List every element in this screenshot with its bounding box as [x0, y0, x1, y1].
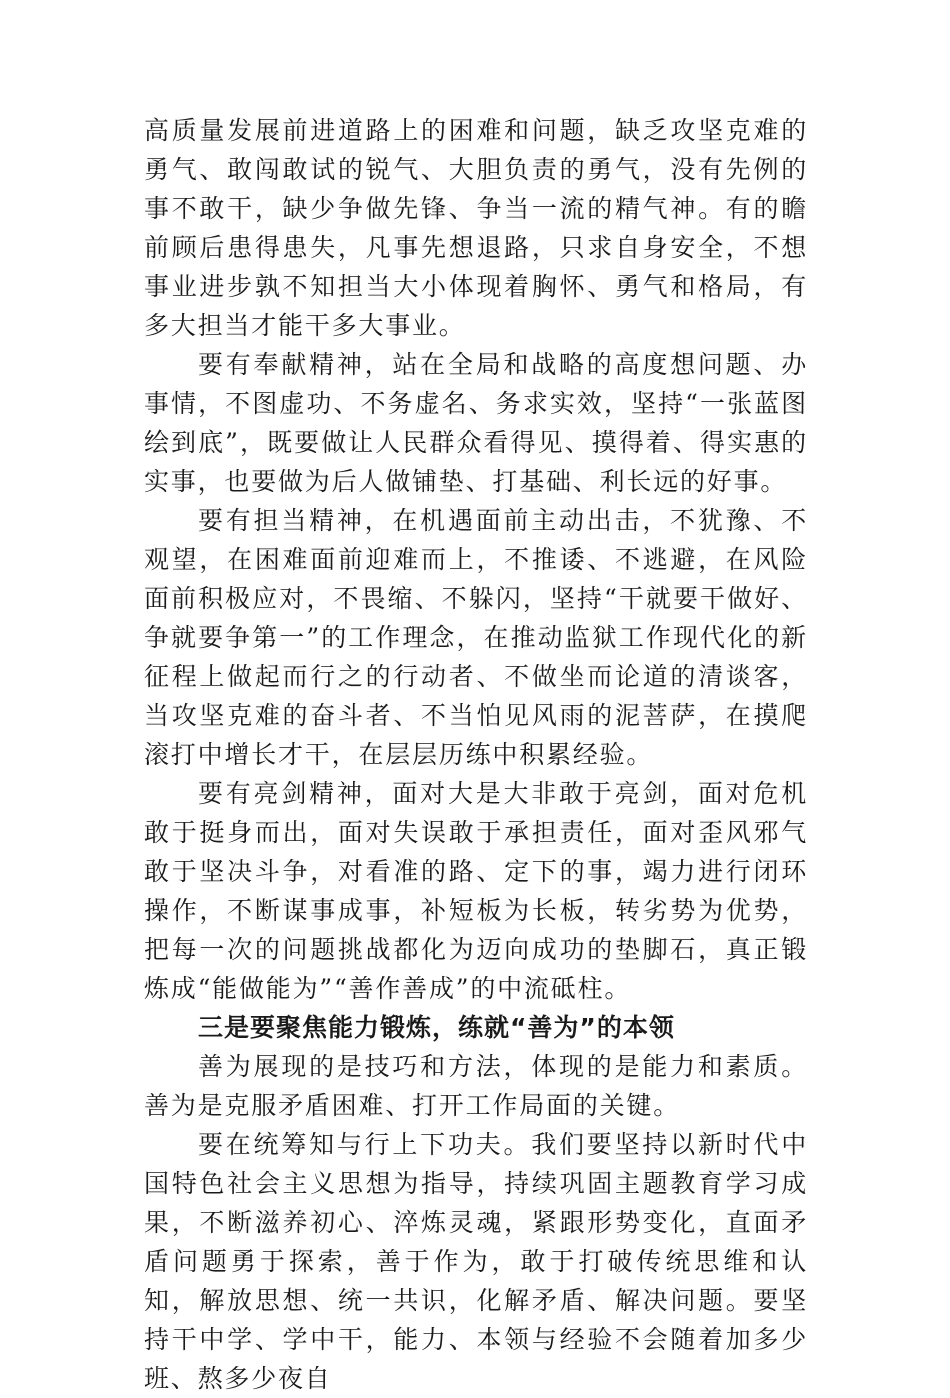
paragraph-1: 高质量发展前进道路上的困难和问题，缺乏攻坚克难的勇气、敢闯敢试的锐气、大胆负责的勇气，没有先例的事不敢干，缺少争做先锋、争当一流的精气神。有的瞻前顾后患得患失，凡事先想退路，只求自身安全，不想事业进步孰不知担当大小体现着胸怀、勇气和格局，有多大担当才能干多大事业。	[144, 116, 808, 340]
paragraph-2: 要有奉献精神，站在全局和战略的高度想问题、办事情，不图虚功、不务虚名、务求实效，坚持“一张蓝图绘到底”，既要做让人民群众看得见、摸得着、得实惠的实事，也要做为后人做铺垫、打基础、利长远的好事。	[144, 350, 808, 496]
paragraph-4: 要有亮剑精神，面对大是大非敢于亮剑，面对危机敢于挺身而出，面对失误敢于承担责任，面对歪风邪气敢于坚决斗争，对看准的路、定下的事，竭力进行闭环操作，不断谋事成事，补短板为长板，转劣势为优势，把每一次的问题挑战都化为迈向成功的垫脚石，真正锻炼成“能做能为”“善作善成”的中流砥柱。	[144, 779, 808, 1003]
document-page	[144, 111, 808, 1398]
section-heading: 三是要聚焦能力锻炼，练就“善为”的本领	[198, 1013, 675, 1042]
paragraph-6: 要在统筹知与行上下功夫。我们要坚持以新时代中国特色社会主义思想为指导，持续巩固主题教育学习成果，不断滋养初心、淬炼灵魂，紧跟形势变化，直面矛盾问题勇于探索，善于作为，敢于打破传统思维和认知，解放思想、统一共识，化解矛盾、解决问题。要坚持干中学、学中干，能力、本领与经验不会随着加多少班、熬多少夜自	[144, 1130, 808, 1393]
paragraph-5: 善为展现的是技巧和方法，体现的是能力和素质。善为是克服矛盾困难、打开工作局面的关键。	[144, 1052, 808, 1120]
paragraph-3: 要有担当精神，在机遇面前主动出击，不犹豫、不观望，在困难面前迎难而上，不推诿、不逃避，在风险面前积极应对，不畏缩、不躲闪，坚持“干就要干做好、争就要争第一”的工作理念，在推动监狱工作现代化的新征程上做起而行之的行动者、不做坐而论道的清谈客，当攻坚克难的奋斗者、不当怕见风雨的泥菩萨，在摸爬滚打中增长才干，在层层历练中积累经验。	[144, 506, 808, 769]
